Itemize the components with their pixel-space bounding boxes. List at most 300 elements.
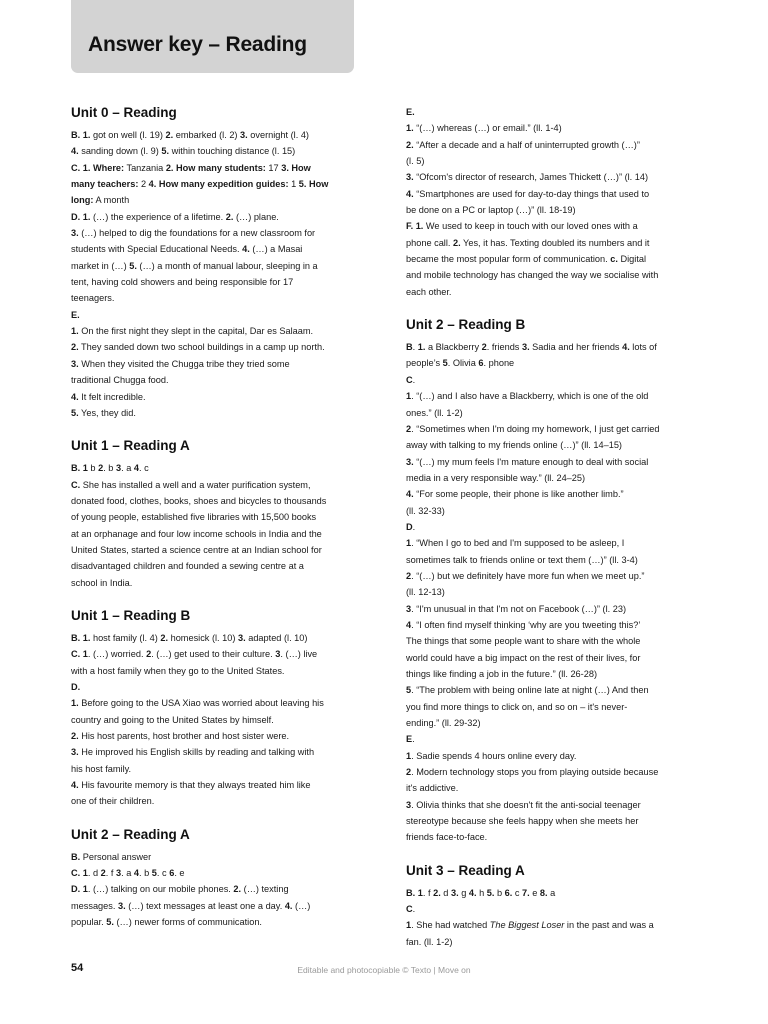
answer-text: . Sadie spends 4 hours online every day.	[411, 750, 577, 761]
answer-marker: 5.	[71, 407, 79, 418]
answer-line	[406, 885, 692, 901]
answer-marker: 4	[133, 868, 140, 879]
answer-marker: 4.	[284, 900, 293, 911]
answer-line	[406, 780, 692, 796]
answer-text: .	[412, 734, 415, 745]
answer-line	[71, 526, 357, 542]
answer-text: students with Special Educational Needs.	[71, 244, 243, 255]
answer-text: lots of	[629, 342, 657, 353]
answer-section	[71, 437, 357, 591]
answer-text: When they visited the Chugga tribe they tried some	[78, 358, 290, 369]
answer-marker: 3	[406, 603, 412, 614]
answer-line	[71, 663, 357, 679]
answer-line	[406, 519, 692, 535]
answer-line	[71, 356, 357, 372]
answer-line	[71, 493, 357, 509]
answer-line	[71, 679, 357, 695]
answer-marker: 1	[406, 391, 412, 402]
answer-text: “Ofcom's director of research, James Thickett (…)” (l. 14)	[413, 172, 649, 183]
answer-marker: 1.	[417, 342, 426, 353]
answer-text: at an orphanage and four low income schools in India and the	[71, 528, 322, 539]
answer-line	[71, 509, 357, 525]
answer-text: (…) the experience of a lifetime.	[90, 211, 226, 222]
answer-line	[71, 274, 357, 290]
answer-marker: 3	[115, 463, 122, 474]
answer-text: (…) helped to dig the foundations for a new classroom for	[78, 228, 316, 239]
answer-marker: 2.	[453, 237, 461, 248]
answer-line	[71, 477, 357, 493]
answer-text: 17	[265, 162, 282, 173]
answer-marker: 2	[406, 423, 412, 434]
answer-text: ending.” (ll. 29-32)	[406, 718, 481, 729]
answer-line	[406, 934, 692, 950]
answer-text: of young people, established five libraries with 15,500 books	[71, 512, 317, 523]
answer-marker: F. 1.	[406, 221, 424, 232]
answer-line	[406, 470, 692, 486]
answer-text: . “The problem with being online late at night (…) And then	[411, 685, 649, 696]
answer-text: . phone	[483, 358, 515, 369]
answer-text: (ll. 12-13)	[406, 587, 445, 598]
answer-marker: 4.	[71, 780, 79, 791]
answer-text: . a	[121, 868, 134, 879]
answer-line	[71, 143, 357, 159]
answer-text: host family (l. 4)	[90, 632, 161, 643]
answer-line	[406, 584, 692, 600]
answer-line	[406, 405, 692, 421]
answer-text: became the most popular form of communication.	[406, 254, 611, 265]
answer-line	[406, 650, 692, 666]
answer-marker: c.	[610, 254, 618, 265]
answer-marker: 2	[100, 868, 106, 879]
answer-marker: 1.	[71, 698, 79, 709]
answer-text: (…) texting	[241, 884, 289, 895]
answer-line	[71, 241, 357, 257]
answer-text: “After a decade and a half of uninterrupted growth (…)”	[413, 139, 640, 150]
answer-marker: 5	[151, 868, 157, 879]
answer-line	[406, 235, 692, 251]
answer-line	[71, 127, 357, 143]
answer-line	[406, 169, 692, 185]
answer-line	[71, 646, 357, 662]
answer-text: Digital	[617, 254, 647, 265]
answer-text: (ll. 32-33)	[406, 505, 445, 516]
answer-text: It felt incredible.	[78, 391, 146, 402]
answer-line	[406, 666, 692, 682]
answer-marker: 3.	[71, 228, 79, 239]
answer-marker: 2	[146, 649, 152, 660]
answer-text: tent, having cold showers and being responsible for 17	[71, 277, 294, 288]
answer-text: got on well (l. 19)	[90, 130, 166, 140]
answer-line	[71, 542, 357, 558]
answer-marker: 2	[481, 342, 487, 353]
answer-text: He improved his English skills by reading and talking with	[78, 747, 315, 758]
unit-heading: Unit 0 – Reading	[71, 105, 177, 120]
answer-text: 1	[288, 179, 299, 190]
unit-heading: Unit 2 – Reading A	[71, 826, 190, 842]
answer-line	[406, 682, 692, 698]
answer-line	[71, 728, 357, 744]
answer-marker: B. 1	[71, 463, 88, 474]
answer-text: . “Sometimes when I'm doing my homework, I just get carried	[411, 423, 660, 434]
answer-marker: 3.	[521, 342, 530, 353]
answer-marker: 4.	[71, 146, 79, 157]
answer-text: media in a very responsible way.” (ll. 24–25)	[406, 472, 586, 483]
answer-text: .	[412, 342, 418, 353]
answer-line	[406, 218, 692, 234]
answer-text: We used to keep in touch with our loved ones with a	[423, 221, 638, 232]
answer-marker: 2.	[433, 887, 441, 898]
answer-line	[71, 849, 357, 865]
answer-line	[71, 460, 357, 476]
answer-text: traditional Chugga food.	[71, 375, 169, 386]
answer-marker: 8.	[539, 887, 548, 898]
answer-text: They sanded down two school buildings in a camp up north.	[78, 342, 325, 353]
answer-marker: 3.	[450, 887, 459, 898]
answer-marker: 4	[406, 619, 412, 630]
page-title: Answer key – Reading	[88, 33, 307, 56]
answer-section	[406, 862, 692, 950]
answer-line	[406, 797, 692, 813]
answer-marker: E.	[71, 309, 80, 320]
answer-marker: 7.	[522, 887, 530, 898]
answer-line	[406, 617, 692, 633]
answer-text: Personal answer	[80, 851, 152, 862]
answer-text: e	[529, 887, 540, 898]
answer-text: . f	[422, 887, 434, 898]
answer-text: be done on a PC or laptop (…)” (ll. 18-19)	[406, 205, 576, 216]
answer-text: (…) plane.	[233, 211, 279, 222]
right-column	[406, 104, 692, 966]
answer-text: .	[412, 904, 416, 915]
answer-line	[71, 695, 357, 711]
answer-text: “Smartphones are used for day-to-day things that used to	[413, 188, 650, 199]
answer-line	[71, 258, 357, 274]
answer-line	[406, 421, 692, 437]
answer-text: . She had watched	[411, 920, 490, 931]
answer-text: . “I'm unusual in that I'm not on Facebook (…)” (l. 23)	[411, 603, 627, 614]
answer-marker: C.	[71, 479, 81, 490]
answer-text: . friends	[486, 342, 522, 353]
answer-text: a Blackberry	[425, 342, 482, 353]
answer-text: g	[458, 887, 469, 898]
answer-marker: 3.	[117, 900, 126, 911]
copyright-notice: Editable and photocopiable © Texto | Move on	[297, 965, 471, 975]
answer-line	[406, 120, 692, 136]
answer-line	[406, 388, 692, 404]
answer-text: . b	[103, 463, 116, 474]
answer-line	[71, 914, 357, 930]
answer-text: United States, started a science centre at an Indian school for	[71, 544, 322, 555]
answer-text: .	[412, 521, 416, 532]
answer-text: . c	[156, 868, 170, 879]
answer-marker: many teachers:	[71, 179, 139, 190]
answer-line	[71, 290, 357, 306]
answer-line	[406, 535, 692, 551]
answer-text: it's addictive.	[406, 783, 459, 794]
answer-marker: 4	[133, 463, 140, 474]
answer-line	[406, 251, 692, 267]
answer-line	[71, 389, 357, 405]
answer-text: things like finding a job in the future.” (ll. 26-28)	[406, 669, 597, 679]
answer-text: c	[512, 887, 523, 898]
answer-text: ones.” (ll. 1-2)	[406, 407, 463, 418]
answer-text: Tanzania	[124, 162, 166, 173]
answer-marker: 6.	[504, 887, 513, 898]
answer-text: within touching distance (l. 15)	[169, 146, 296, 157]
answer-line	[406, 748, 692, 764]
answer-marker: C	[406, 374, 413, 385]
answer-text: . f	[105, 868, 116, 879]
answer-text: . Modern technology stops you from playing outside because	[411, 767, 659, 778]
answer-marker: 3	[275, 649, 281, 660]
answer-marker: 2	[406, 767, 412, 778]
answer-line	[406, 355, 692, 371]
answer-line	[71, 865, 357, 881]
answer-line	[406, 454, 692, 470]
answer-line	[71, 761, 357, 777]
answer-line	[406, 104, 692, 120]
answer-marker: 4.	[242, 244, 250, 255]
answer-text: . “(…) but we definitely have more fun when we meet up.”	[411, 570, 645, 581]
left-column	[71, 104, 357, 946]
answer-marker: 1	[406, 920, 412, 931]
answer-line	[406, 267, 692, 283]
answer-text: The Biggest Loser	[489, 920, 565, 931]
answer-text: h	[476, 887, 487, 898]
answer-text: with a host family when they go to the United States.	[71, 665, 285, 676]
answer-text: . “(…) and I also have a Blackberry, which is one of the old	[411, 391, 649, 402]
answer-text: . (…) live	[280, 649, 318, 660]
answer-text: his host family.	[71, 763, 132, 774]
answer-text: fan. (ll. 1-2)	[406, 936, 453, 947]
answer-marker: 6	[169, 868, 175, 879]
answer-line	[406, 917, 692, 933]
answer-text: . Olivia thinks that she doesn't fit the anti-social teenager	[411, 799, 641, 810]
unit-heading: Unit 1 – Reading A	[71, 438, 190, 454]
answer-marker: E.	[406, 107, 415, 117]
answer-marker: 4.	[622, 342, 630, 353]
answer-marker: 2	[406, 570, 412, 581]
answer-text: She has installed a well and a water purification system,	[80, 479, 311, 490]
answer-line	[406, 486, 692, 502]
answer-marker: 1.	[71, 326, 79, 337]
answer-text: . c	[139, 463, 149, 474]
answer-text: Sadia and her friends	[529, 342, 623, 353]
answer-text: away with talking to my friends online (…)” (ll. 14–15)	[406, 440, 622, 451]
answer-marker: 3	[406, 799, 412, 810]
answer-line	[406, 372, 692, 388]
answer-text: overnight (l. 4)	[247, 130, 309, 140]
answer-line	[71, 176, 357, 192]
answer-text: donated food, clothes, books, shoes and bicycles to thousands	[71, 495, 327, 506]
answer-text: you find more things to click on, and so on – it's never-	[406, 701, 628, 712]
answer-text: . (…) get used to their culture.	[151, 649, 276, 660]
answer-line	[406, 339, 692, 355]
answer-marker: 4.	[406, 489, 414, 500]
answer-text: (l. 5)	[406, 156, 425, 167]
answer-marker: B. 1.	[71, 632, 91, 643]
answer-marker: B. 1.	[71, 130, 91, 140]
answer-marker: D	[406, 521, 413, 532]
answer-text: His host parents, host brother and host sister were.	[78, 731, 290, 741]
page-number: 54	[71, 962, 84, 974]
answer-text: (…) a Masai	[249, 244, 303, 255]
answer-marker: 5.	[129, 260, 137, 271]
answer-text: (…) a month of manual labour, sleeping in a	[136, 260, 318, 271]
answer-marker: 2.	[71, 342, 79, 353]
answer-text: . (…) talking on our mobile phones.	[87, 884, 234, 895]
answer-section	[71, 104, 357, 421]
answer-text: “(…) whereas (…) or email.” (ll. 1-4)	[413, 123, 562, 134]
answer-marker: 4. How many expedition guides:	[148, 179, 289, 190]
answer-text: popular.	[71, 917, 107, 928]
answer-marker: B	[406, 342, 413, 353]
answer-text: (…) text messages at least one a day.	[125, 900, 285, 911]
answer-text: A month	[93, 195, 130, 206]
answer-marker: 2.	[406, 139, 414, 150]
answer-line	[71, 630, 357, 646]
answer-marker: 3.	[406, 172, 414, 183]
answer-marker: 4.	[71, 391, 79, 402]
answer-marker: 6	[478, 358, 484, 369]
answer-marker: B. 1	[406, 887, 423, 898]
answer-marker: 3.	[71, 358, 79, 369]
answer-line	[71, 323, 357, 339]
answer-text: . “I often find myself thinking ‘why are you tweeting this?’	[411, 619, 641, 630]
answer-text: messages.	[71, 900, 118, 911]
answer-text: . b	[139, 868, 152, 879]
answer-line	[406, 699, 692, 715]
answer-marker: 4.	[468, 887, 477, 898]
answer-marker: 2.	[160, 632, 169, 643]
answer-text: On the first night they slept in the capital, Dar es Salaam.	[78, 326, 314, 337]
answer-text: (…)	[292, 900, 311, 911]
answer-text: Before going to the USA Xiao was worried about leaving his	[78, 698, 324, 709]
answer-line	[71, 558, 357, 574]
answer-marker: 5	[406, 685, 412, 696]
answer-marker: C. 1	[71, 868, 88, 879]
answer-line	[71, 744, 357, 760]
answer-marker: 3.	[406, 456, 414, 467]
answer-text: (…) newer forms of communication.	[113, 917, 262, 928]
answer-marker: D. 1.	[71, 211, 91, 222]
answer-marker: 3. How	[281, 162, 311, 173]
answer-line	[71, 898, 357, 914]
answer-line	[406, 601, 692, 617]
answer-line	[406, 552, 692, 568]
answer-section	[406, 316, 692, 846]
answer-line	[71, 712, 357, 728]
answer-line	[71, 307, 357, 323]
answer-text: embarked (l. 2)	[173, 130, 241, 140]
answer-marker: C	[406, 904, 413, 915]
answer-text: sanding down (l. 9)	[78, 146, 162, 157]
answer-marker: 1.	[406, 123, 414, 134]
answer-text: “(…) my mum feels I'm mature enough to deal with social	[413, 456, 649, 467]
answer-line	[406, 153, 692, 169]
answer-marker: 2.	[71, 731, 79, 741]
answer-line	[71, 372, 357, 388]
answer-text: world could have a big impact on the rest of their lives, for	[406, 652, 641, 663]
answer-text: stereotype because she feels happy when she meets her	[406, 816, 639, 827]
answer-line	[71, 225, 357, 241]
answer-text: homesick (l. 10)	[168, 632, 238, 643]
answer-line	[71, 405, 357, 421]
answer-line	[71, 339, 357, 355]
answer-marker: 2. How many students:	[165, 162, 266, 173]
answer-marker: 3.	[240, 130, 248, 140]
answer-marker: 2.	[225, 211, 234, 222]
answer-section	[71, 607, 357, 810]
answer-line	[406, 829, 692, 845]
answer-marker: E	[406, 734, 413, 745]
unit-heading: Unit 2 – Reading B	[406, 317, 526, 333]
answer-line	[406, 633, 692, 649]
answer-marker: 3	[115, 868, 122, 879]
answer-text: d	[440, 887, 451, 898]
answer-text: The things that some people want to share with the whole	[406, 636, 641, 647]
answer-marker: B.	[71, 851, 81, 862]
answer-text: sometimes talk to friends online or text them (…)” (ll. 3-4)	[406, 554, 638, 565]
answer-marker: 4.	[406, 188, 414, 199]
answer-text: . d	[87, 868, 101, 879]
answer-text: 2	[138, 179, 149, 190]
answer-line	[406, 137, 692, 153]
answer-marker: 5.	[106, 917, 114, 928]
answer-text: . (…) worried.	[87, 649, 147, 660]
answer-line	[406, 437, 692, 453]
answer-text: adapted (l. 10)	[245, 632, 308, 643]
answer-line	[406, 901, 692, 917]
answer-text: b	[87, 463, 99, 474]
answer-marker: 2.	[233, 884, 242, 895]
answer-marker: 5	[442, 358, 448, 369]
answer-line	[71, 777, 357, 793]
answer-line	[71, 575, 357, 591]
answer-text: each other.	[406, 286, 452, 297]
answer-marker: 3.	[237, 632, 246, 643]
answer-line	[71, 160, 357, 176]
answer-line	[71, 209, 357, 225]
answer-marker: 5.	[486, 887, 495, 898]
answer-line	[71, 793, 357, 809]
unit-heading: Unit 3 – Reading A	[406, 862, 525, 878]
answer-marker: C. 1	[71, 649, 88, 660]
answer-marker: 1	[406, 538, 412, 549]
answer-section	[71, 826, 357, 931]
answer-marker: 5. How	[298, 179, 329, 190]
answer-text: . e	[174, 868, 185, 879]
answer-text: “For some people, their phone is like another limb.”	[413, 489, 624, 500]
answer-text: teenagers.	[71, 293, 115, 304]
answer-marker: long:	[71, 195, 94, 206]
answer-marker: 2	[98, 463, 104, 474]
answer-marker: D. 1	[71, 884, 88, 895]
answer-text: .	[412, 374, 416, 385]
answer-marker: 2.	[165, 130, 174, 140]
answer-marker: 1	[406, 750, 412, 761]
answer-line	[71, 881, 357, 897]
answer-line	[406, 503, 692, 519]
answer-line	[406, 568, 692, 584]
unit-heading: Unit 1 – Reading B	[71, 607, 191, 623]
answer-marker: 3.	[71, 747, 79, 758]
answer-marker: 5.	[161, 146, 170, 157]
answer-line	[406, 731, 692, 747]
answer-text: Yes, they did.	[78, 407, 136, 418]
answer-text: friends face-to-face.	[406, 832, 488, 843]
answer-section	[406, 104, 692, 300]
